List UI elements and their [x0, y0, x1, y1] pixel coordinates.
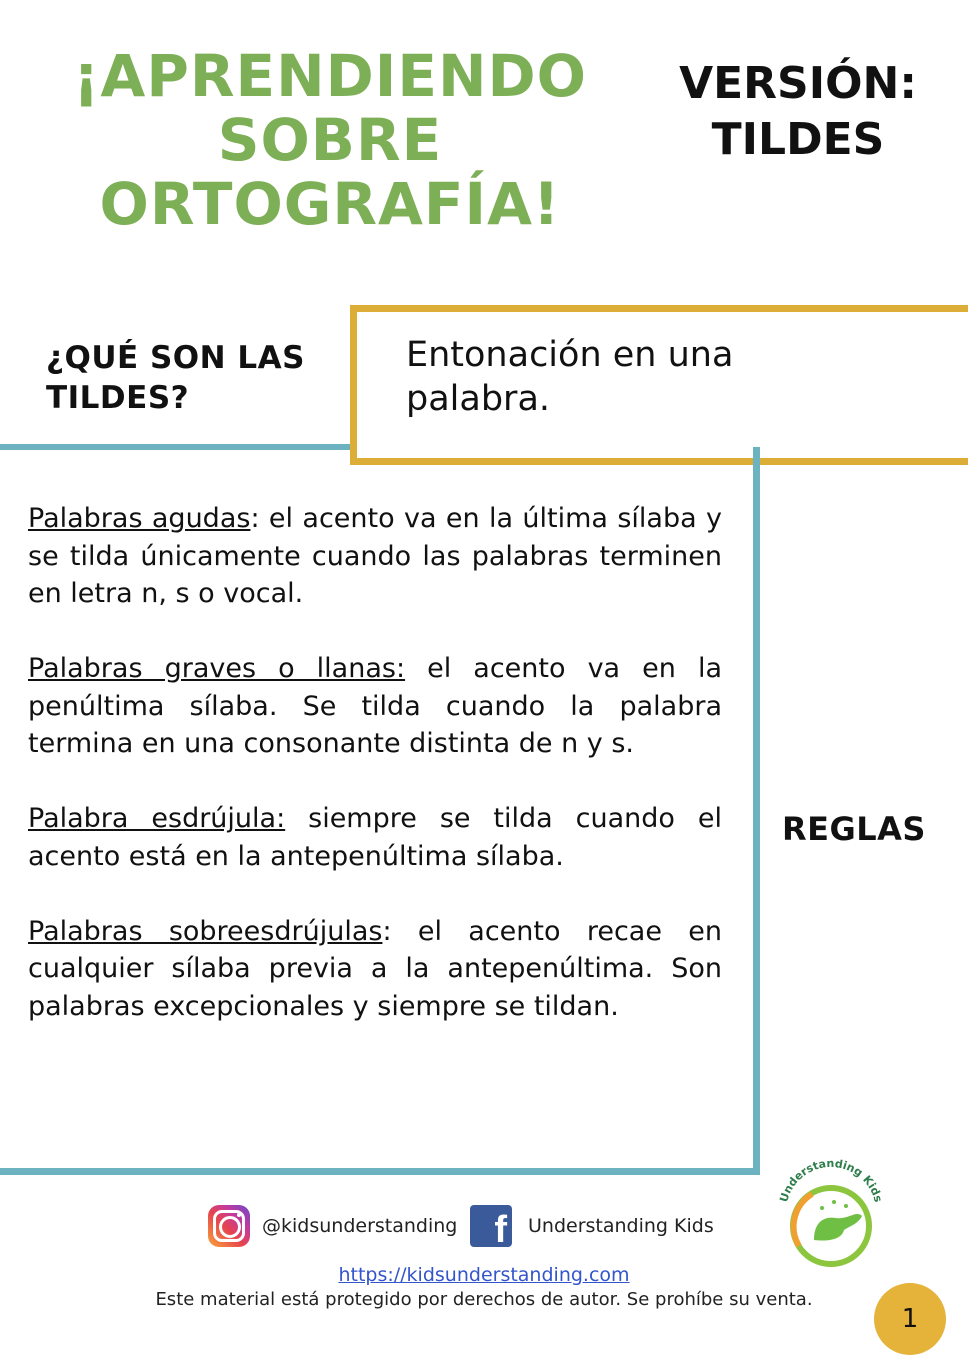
rule-graves — [28, 650, 722, 763]
rule-text: el acento va en la última sílaba y se tilda únicamente cuando las palabras terminen en letra n, s o vocal. — [28, 503, 722, 609]
facebook-icon: f — [470, 1205, 512, 1247]
understanding-kids-logo — [772, 1150, 890, 1268]
version-line-1: VERSIÓN: — [679, 58, 917, 109]
copyright-notice: Este material está protegido por derechos de autor. Se prohíbe su venta. — [155, 1289, 813, 1310]
rule-text: el acento va en la penúltima sílaba. Se tilda cuando la palabra termina en una consonante distinta de n y s. — [28, 653, 722, 759]
rule-sep: : — [250, 503, 260, 534]
rule-term: Palabras agudas — [28, 503, 251, 534]
rules-list — [28, 500, 722, 1063]
version-line-2: TILDES — [711, 114, 885, 165]
title-line-3: ORTOGRAFÍA! — [99, 170, 561, 238]
rule-text: el acento recae en cualquier sílaba previa a la antepenúltima. Son palabras excepcionales y siempre se tildan. — [28, 915, 722, 1022]
question-heading — [46, 338, 336, 418]
instagram-handle: @kidsunderstanding — [262, 1215, 458, 1237]
page-number: 1 — [874, 1283, 946, 1355]
facebook-link[interactable] — [470, 1205, 714, 1247]
page-title — [60, 44, 600, 236]
rule-text: siempre se tilda cuando el acento está en la antepenúltima sílaba. — [28, 803, 722, 872]
rule-term: Palabras graves o llanas: — [28, 653, 406, 684]
instagram-icon — [208, 1205, 250, 1247]
answer-text: Entonación en una palabra. — [406, 335, 734, 419]
instagram-link[interactable] — [208, 1205, 457, 1247]
question-line-1: ¿QUÉ SON LAS — [46, 340, 305, 376]
title-line-1: ¡APRENDIENDO — [72, 42, 587, 110]
question-line-2: TILDES? — [46, 380, 190, 416]
website-link[interactable]: https://kidsunderstanding.com — [338, 1264, 630, 1286]
facebook-name: Understanding Kids — [528, 1215, 714, 1237]
version-label — [668, 56, 928, 168]
rules-label: REGLAS — [782, 810, 926, 848]
rule-term: Palabra esdrújula: — [28, 803, 286, 834]
rule-agudas — [28, 500, 722, 613]
rule-sep: : — [382, 915, 392, 947]
rule-term: Palabras sobreesdrújulas — [28, 915, 383, 947]
title-line-2: SOBRE — [217, 106, 443, 174]
svg-text:Understanding Kids: Understanding Kids — [777, 1156, 885, 1204]
rule-esdrujula — [28, 800, 722, 875]
rule-sobreesdrujulas — [28, 913, 722, 1026]
